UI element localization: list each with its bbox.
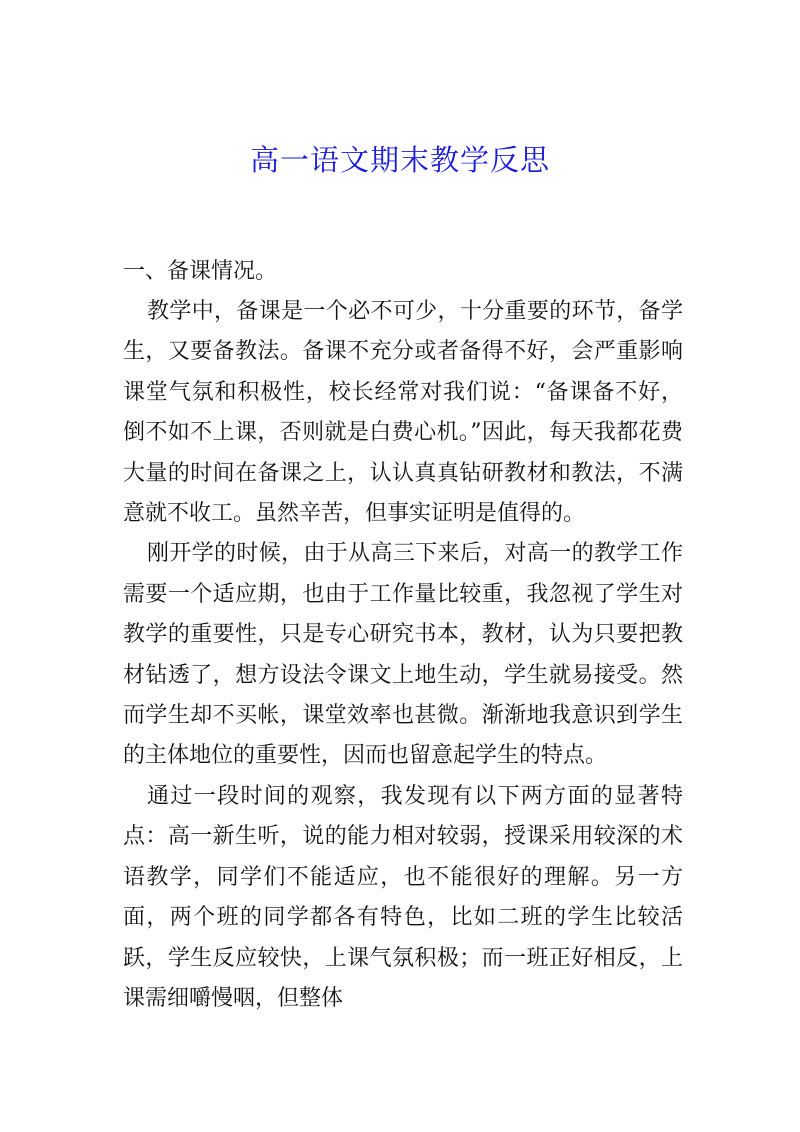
paragraph-1: 教学中，备课是一个必不可少，十分重要的环节，备学生，又要备教法。备课不充分或者备得不好，会严重影响课堂气氛和积极性，校长经常对我们说：“备课备不好，倒不如不上课，否则就是白费心机。”因此，每天我都花费大量的时间在备课之上，认认真真钻研教材和教法，不满意就不收工。虽然辛苦，但事实证明是值得的。 <box>123 299 683 527</box>
paragraph-3: 通过一段时间的观察，我发现有以下两方面的显著特点：高一新生听，说的能力相对较弱，授课采用较深的术语教学，同学们不能适应，也不能很好的理解。另一方面，两个班的同学都各有特色，比如二班的学生比较活跃，学生反应较快，上课气氛积极；而一班正好相反，上课需细嚼慢咽，但整体 <box>123 783 683 1011</box>
document-title: 高一语文期末教学反思 <box>249 143 550 177</box>
paragraph-2: 刚开学的时候，由于从高三下来后，对高一的教学工作需要一个适应期，也由于工作量比较重，我忽视了学生对教学的重要性，只是专心研究书本，教材，认为只要把教材钻透了，想方设法令课文上地生动，学生就易接受。然而学生却不买帐，课堂效率也甚微。渐渐地我意识到学生的主体地位的重要性，因而也留意起学生的特点。 <box>123 541 683 769</box>
document-body <box>123 292 683 1019</box>
section-heading: 一、备课情况。 <box>123 259 278 284</box>
